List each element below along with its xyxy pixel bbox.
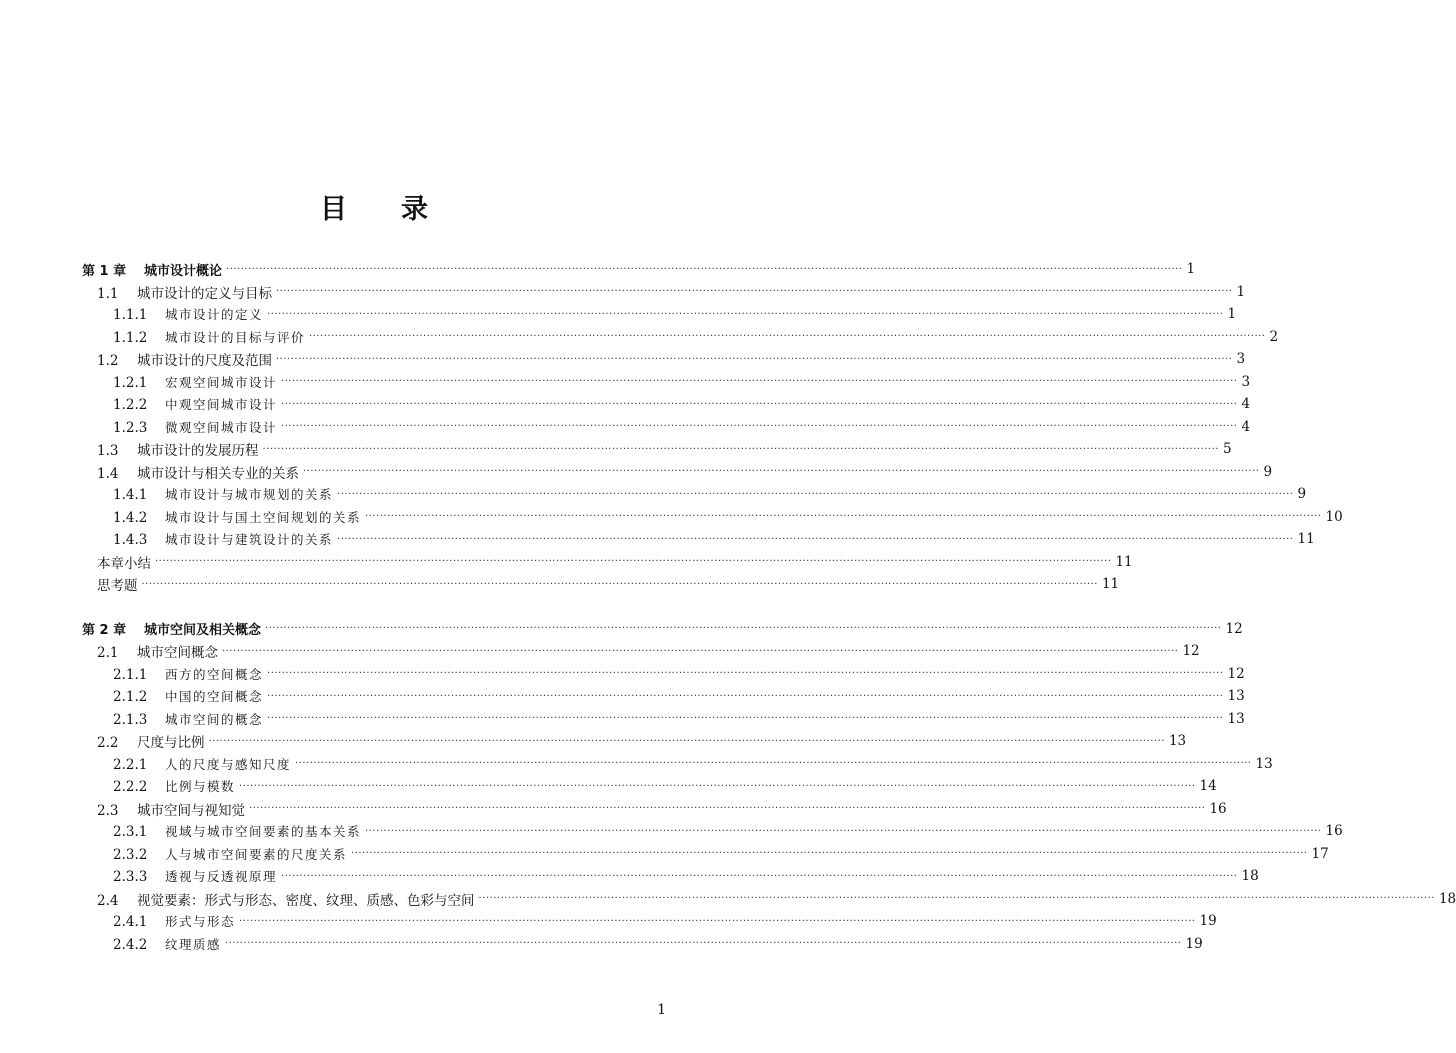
toc-entry-page: 13: [1227, 688, 1245, 705]
toc-entry-label: [113, 305, 263, 323]
toc-entry-number: 1.4: [97, 465, 119, 482]
toc-entry-title: 纹理质感: [165, 936, 222, 952]
dot-leader: ····································································································································································································································································: [309, 331, 1266, 343]
toc-entry-number: 2.2.1: [113, 756, 148, 773]
toc-entry-label: [97, 641, 218, 661]
dot-leader: ····································································································································································································································································: [351, 848, 1308, 860]
toc-entry[interactable]: [0, 348, 1246, 371]
toc-entry-page: 12: [1227, 665, 1245, 682]
toc-entry[interactable]: [0, 326, 1279, 349]
toc-entry[interactable]: [0, 663, 1245, 686]
toc-entry[interactable]: [0, 438, 1232, 461]
toc-entry[interactable]: [0, 416, 1251, 439]
dot-leader: ····································································································································································································································································: [337, 488, 1294, 500]
toc-entry-title: 人与城市空间要素的尺度关系: [165, 846, 348, 862]
toc-entry-label: [113, 867, 277, 885]
dot-leader: ····································································································································································································································································: [276, 353, 1233, 365]
dot-leader: ····································································································································································································································································: [303, 466, 1260, 478]
toc-entry-title: 透视与反透视原理: [165, 869, 278, 885]
toc-entry-title: 中观空间城市设计: [165, 397, 278, 413]
toc-entry-number: 2.1.2: [113, 689, 148, 706]
toc-entry-label: [113, 777, 235, 795]
toc-entry-number: 2.1.1: [113, 666, 148, 683]
toc-entry[interactable]: [0, 573, 1120, 596]
toc-entry-number: 2.4.2: [113, 936, 148, 953]
toc-entry-label: [97, 731, 205, 751]
toc-entry[interactable]: [0, 843, 1329, 866]
toc-entry-label: [82, 260, 222, 279]
dot-leader: ····································································································································································································································································: [239, 915, 1196, 927]
toc-entry[interactable]: [0, 910, 1217, 933]
toc-entry-page: 13: [1227, 710, 1245, 727]
toc-entry-number: 1.4.3: [113, 532, 148, 549]
toc-entry-label: [113, 687, 263, 705]
toc-entry-title: 视觉要素：形式与形态、密度、纹理、质感、色彩与空间: [137, 892, 475, 909]
toc-entry-title: 城市设计的发展历程: [137, 443, 259, 460]
toc-entry-page: 1: [1186, 261, 1196, 278]
toc-entry-label: [97, 799, 245, 819]
toc-entry[interactable]: [0, 483, 1307, 506]
toc-entry-number: 1.4.2: [113, 509, 148, 526]
toc-entry-title: 城市设计与建筑设计的关系: [165, 532, 334, 548]
toc-entry-number: 2.1.3: [113, 711, 148, 728]
toc-entry[interactable]: [0, 371, 1251, 394]
toc-entry[interactable]: [0, 708, 1245, 731]
toc-entry[interactable]: [0, 258, 1196, 281]
toc-entry-title: 城市空间概念: [137, 645, 218, 662]
toc-entry-label: [113, 418, 277, 436]
title-char-2: 录: [401, 194, 430, 225]
dot-leader: ····································································································································································································································································: [281, 870, 1238, 882]
toc-entry-page: 11: [1101, 576, 1120, 593]
toc-entry-label: [97, 462, 299, 482]
toc-entry-number: 1.2: [97, 353, 119, 370]
toc-entry-page: 1: [1227, 306, 1237, 323]
toc-entry-label: [113, 395, 277, 413]
toc-entry-page: 18: [1241, 868, 1259, 885]
toc-entry-number: 2.2: [97, 735, 119, 752]
toc-entry[interactable]: [0, 865, 1259, 888]
toc-entry-label: [113, 935, 221, 953]
toc-entry-page: 4: [1241, 418, 1251, 435]
toc-entry-label: [113, 710, 263, 728]
toc-entry-page: 13: [1168, 733, 1187, 750]
toc-entry-number: 2.3: [97, 802, 119, 819]
dot-leader: ····································································································································································································································································: [265, 623, 1222, 635]
toc-entry-title: 西方的空间概念: [165, 666, 264, 682]
toc-entry-number: 1.2.3: [113, 419, 148, 436]
toc-entry-title: 比例与模数: [165, 779, 236, 795]
toc-entry[interactable]: [0, 820, 1343, 843]
toc-entry-number: 第 1 章: [82, 263, 127, 279]
dot-leader: ····································································································································································································································································: [478, 893, 1435, 905]
toc-entry-title: 本章小结: [97, 555, 151, 572]
toc-entry-page: 3: [1236, 351, 1246, 368]
toc-entry-page: 14: [1199, 778, 1217, 795]
toc-entry-number: 2.3.2: [113, 846, 148, 863]
toc-entry-page: 9: [1263, 463, 1273, 480]
toc-entry[interactable]: [0, 933, 1203, 956]
dot-leader: ····································································································································································································································································: [249, 803, 1206, 815]
dot-leader: ····································································································································································································································································: [141, 578, 1098, 590]
toc-entry-title: 城市设计与城市规划的关系: [165, 487, 334, 503]
dot-leader: ····································································································································································································································································: [365, 825, 1322, 837]
toc-entry-number: 2.1: [97, 645, 119, 662]
toc-entry-number: 第 2 章: [82, 623, 127, 639]
toc-entry[interactable]: [0, 506, 1343, 529]
toc-entry-number: 1.1.2: [113, 329, 148, 346]
toc-entry-title: 城市设计的定义与目标: [137, 285, 272, 302]
toc-entry-number: 1.1.1: [113, 307, 148, 324]
toc-entry-number: 2.4: [97, 892, 119, 909]
dot-leader: ····································································································································································································································································: [267, 690, 1224, 702]
toc-entry-title: 思考题: [97, 578, 138, 595]
toc-entry-title: 城市设计与相关专业的关系: [137, 465, 299, 482]
dot-leader: ····································································································································································································································································: [281, 398, 1238, 410]
toc-entry[interactable]: [0, 528, 1315, 551]
toc-entry-page: 3: [1241, 373, 1251, 390]
toc-entry-number: 1.4.1: [113, 487, 148, 504]
toc-entry-page: 11: [1115, 553, 1133, 570]
toc-entry-number: 2.3.1: [113, 824, 148, 841]
toc-entry-number: 1.2.2: [113, 397, 148, 414]
toc-entry-page: 1: [1236, 283, 1246, 300]
toc-entry-page: 16: [1325, 823, 1343, 840]
toc-entry[interactable]: [0, 640, 1200, 663]
dot-leader: ····································································································································································································································································: [267, 713, 1224, 725]
toc-entry[interactable]: [0, 730, 1187, 753]
dot-leader: ····································································································································································································································································: [365, 511, 1322, 523]
dot-leader: ····································································································································································································································································: [222, 645, 1179, 657]
toc-entry-label: [113, 530, 333, 548]
toc-entry-title: 城市空间与视知觉: [137, 802, 245, 819]
toc-entry-label: [113, 755, 291, 773]
toc-entry-label: [97, 439, 259, 459]
toc-entry[interactable]: [0, 888, 1456, 911]
toc-entry-title: 视域与城市空间要素的基本关系: [165, 824, 362, 840]
toc-entry[interactable]: [0, 753, 1273, 776]
toc-entry-page: 18: [1438, 890, 1456, 907]
toc-entry[interactable]: [0, 618, 1243, 641]
toc-entry-title: 城市设计的目标与评价: [165, 329, 306, 345]
dot-leader: ····································································································································································································································································: [281, 376, 1238, 388]
toc-entry[interactable]: [0, 685, 1245, 708]
dot-leader: ····································································································································································································································································: [226, 263, 1183, 275]
toc-entry-page: 17: [1311, 845, 1329, 862]
toc-entry-label: [113, 912, 235, 930]
toc-entry-label: [97, 574, 138, 594]
page-number: 1: [657, 1002, 666, 1018]
toc-entry-page: 9: [1297, 486, 1307, 503]
toc-entry-title: 城市空间的概念: [165, 711, 264, 727]
toc-entry-title: 微观空间城市设计: [165, 419, 278, 435]
toc-entry-title: 尺度与比例: [137, 735, 205, 752]
dot-leader: ····································································································································································································································································: [276, 286, 1233, 298]
toc-entry-title: 人的尺度与感知尺度: [165, 756, 292, 772]
toc-entry-label: [82, 619, 261, 638]
title-char-1: 目: [320, 194, 349, 225]
toc-entry-label: [97, 889, 475, 909]
toc-entry[interactable]: [0, 798, 1227, 821]
toc-entry-title: 城市空间及相关概念: [144, 623, 262, 639]
toc-entry-title: 形式与形态: [165, 914, 236, 930]
toc-entry[interactable]: [0, 775, 1217, 798]
toc-entry-label: [113, 665, 263, 683]
toc-entry-page: 10: [1325, 508, 1343, 525]
toc-entry-title: 城市设计与国土空间规划的关系: [165, 509, 362, 525]
dot-leader: ····································································································································································································································································: [337, 533, 1294, 545]
toc-entry-page: 2: [1269, 328, 1279, 345]
toc-entry-title: 城市设计的定义: [165, 307, 264, 323]
toc-entry-label: [113, 508, 361, 526]
dot-leader: ····································································································································································································································································: [267, 668, 1224, 680]
toc-entry-page: 12: [1182, 643, 1200, 660]
toc-entry-label: [113, 328, 305, 346]
toc-entry-label: [97, 552, 151, 572]
toc-entry-label: [113, 822, 361, 840]
toc-entry-label: [97, 282, 272, 302]
toc-entry[interactable]: [0, 551, 1133, 574]
toc-entry-title: 城市设计概论: [144, 263, 223, 279]
dot-leader: ····································································································································································································································································: [208, 735, 1165, 747]
toc-entry[interactable]: [0, 303, 1237, 326]
page-title: [0, 187, 750, 226]
toc-entry-number: 1.1: [97, 285, 119, 302]
toc-entry-title: 中国的空间概念: [165, 689, 264, 705]
dot-leader: ····································································································································································································································································: [155, 556, 1112, 568]
toc-entry-page: 5: [1222, 441, 1232, 458]
toc-entry-label: [113, 373, 277, 391]
dot-leader: ····································································································································································································································································: [281, 421, 1238, 433]
toc-entry-label: [113, 485, 333, 503]
toc-entry-page: 12: [1225, 620, 1243, 637]
toc-entry-label: [113, 845, 347, 863]
toc-entry-page: 4: [1241, 396, 1251, 413]
toc-entry-page: 11: [1297, 531, 1315, 548]
toc-entry-number: 2.3.3: [113, 869, 148, 886]
toc-entry[interactable]: [0, 461, 1273, 484]
toc-entry-page: 19: [1199, 913, 1217, 930]
toc-entry-number: 1.3: [97, 443, 119, 460]
toc-entry-page: 13: [1255, 755, 1273, 772]
dot-leader: ····································································································································································································································································: [295, 758, 1252, 770]
dot-leader: ····································································································································································································································································: [225, 938, 1182, 950]
toc-entry[interactable]: [0, 393, 1251, 416]
toc-entry-label: [97, 349, 272, 369]
toc-entry[interactable]: [0, 281, 1246, 304]
toc-entry-number: 1.2.1: [113, 374, 148, 391]
toc-entry-title: 宏观空间城市设计: [165, 374, 278, 390]
toc-entry-number: 2.2.2: [113, 779, 148, 796]
table-of-contents: [0, 258, 1456, 955]
toc-entry-page: 16: [1209, 800, 1227, 817]
toc-entry-number: 2.4.1: [113, 914, 148, 931]
toc-entry-page: 19: [1185, 935, 1203, 952]
dot-leader: ····································································································································································································································································: [239, 780, 1196, 792]
dot-leader: ····································································································································································································································································: [267, 308, 1224, 320]
toc-entry-title: 城市设计的尺度及范围: [137, 353, 272, 370]
dot-leader: ····································································································································································································································································: [262, 443, 1219, 455]
